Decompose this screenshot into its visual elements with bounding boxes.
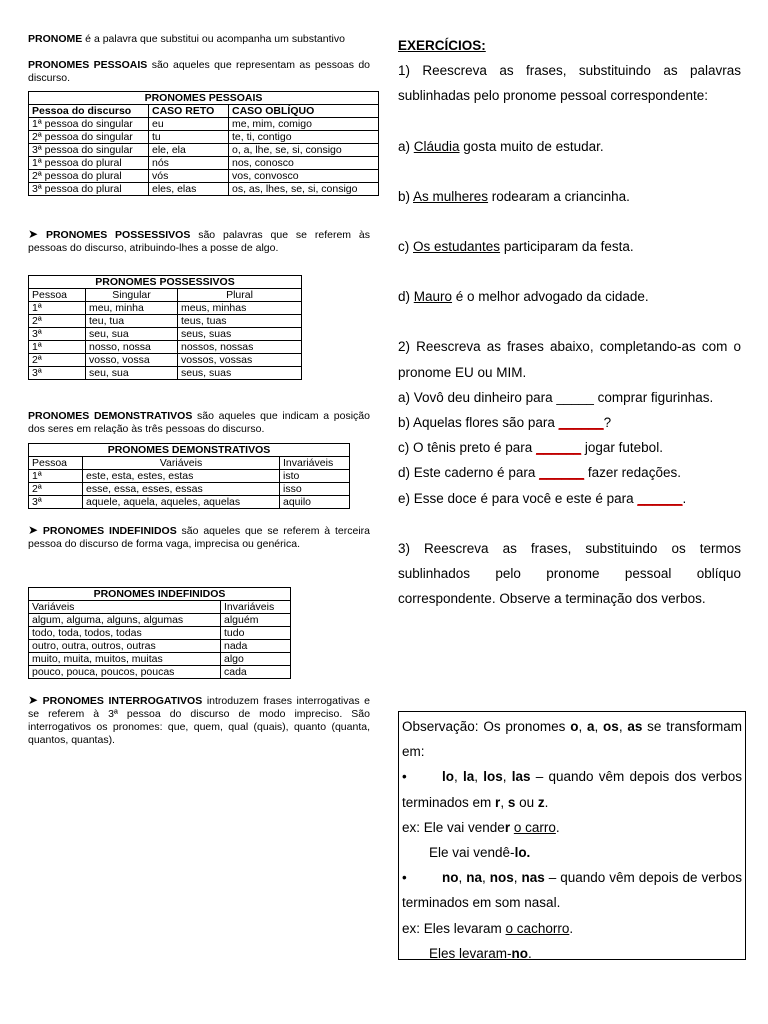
left-column: [28, 33, 370, 747]
intro-possessivos: ➤ PRONOMES POSSESSIVOS são palavras que se referem às pessoas do discurso, atribuindo-lhes a posse de algo.: [28, 227, 371, 254]
column-header: CASO OBLÍQUO: [229, 105, 379, 118]
arrow-icon: ➤: [28, 227, 39, 241]
table-row: 1ª meu, minha meus, minhas: [29, 302, 302, 315]
intro-demonstrativos: PRONOMES DEMONSTRATIVOS são aqueles que indicam a posição dos seres em relação às três pessoas do discurso.: [28, 410, 370, 435]
q1-item-a: a) Cláudia gosta muito de estudar.: [398, 138, 604, 154]
obs-example-2b: Eles levaram-no.: [429, 945, 532, 961]
intro-indefinidos: ➤ PRONOMES INDEFINIDOS são aqueles que se referem à terceira pessoa do discurso de forma vaga, imprecisa ou genérica.: [28, 523, 370, 550]
q2-item-c: c) O tênis preto é para ______ jogar futebol.: [398, 440, 663, 456]
table-row: 3ª seu, sua seus, suas: [29, 367, 302, 380]
table-row: 3ª pessoa do plural eles, elas os, as, lhes, se, si, consigo: [29, 183, 379, 196]
column-header: Variáveis: [83, 457, 280, 470]
column-header: Plural: [178, 289, 302, 302]
q2-item-a: a) Vovô deu dinheiro para _____ comprar figurinhas.: [398, 389, 714, 405]
arrow-icon: ➤: [28, 693, 39, 707]
table-row: todo, toda, todos, todas tudo: [29, 627, 291, 640]
obs-example-1: ex: Ele vai vender o carro.: [402, 819, 560, 835]
table-title: PRONOMES DEMONSTRATIVOS: [29, 444, 350, 457]
question-1: 1) Reescreva as frases, substituindo as palavras sublinhadas pelo pronome pessoal correspondente:: [398, 63, 741, 104]
q1-item-d: d) Mauro é o melhor advogado da cidade.: [398, 289, 649, 305]
question-3: 3) Reescreva as frases, substituindo os termos sublinhados pelo pronome pessoal oblíquo correspondente. Observe a terminação dos verbos.: [398, 540, 741, 607]
bullet-icon: •: [402, 870, 407, 886]
table-row: 2ª vosso, vossa vossos, vossas: [29, 354, 302, 367]
observation-box: [398, 711, 746, 960]
q2-item-b: b) Aquelas flores são para ______?: [398, 415, 612, 431]
table-row: 3ª pessoa do singular ele, ela o, a, lhe, se, si, consigo: [29, 144, 379, 157]
q2-item-d: d) Este caderno é para ______ fazer redações.: [398, 465, 681, 481]
column-header: Pessoa do discurso: [29, 105, 149, 118]
table-title: PRONOMES PESSOAIS: [29, 92, 379, 105]
column-header: Pessoa: [29, 289, 86, 302]
table-row: 3ª seu, sua seus, suas: [29, 328, 302, 341]
question-2: 2) Reescreva as frases abaixo, completando-as com o pronome EU ou MIM.: [398, 339, 741, 380]
demonstrativos-table: [28, 443, 350, 509]
column-header: Invariáveis: [221, 601, 291, 614]
table-title: PRONOMES POSSESSIVOS: [29, 276, 302, 289]
obs-bullet-1: • lo, la, los, las – quando vêm depois dos verbos terminados em r, s ou z.: [402, 764, 742, 814]
obs-intro: Observação: Os pronomes o, a, os, as se transformam em:: [402, 719, 742, 760]
table-row: 1ª este, esta, estes, estas isto: [29, 470, 350, 483]
table-row: outro, outra, outros, outras nada: [29, 640, 291, 653]
obs-bullet-2: • no, na, nos, nas – quando vêm depois de verbos terminados em som nasal.: [402, 865, 742, 915]
table-row: 2ª teu, tua teus, tuas: [29, 315, 302, 328]
exercises-heading: EXERCÍCIOS:: [398, 38, 486, 53]
obs-example-1b: Ele vai vendê-lo.: [429, 845, 531, 861]
pessoais-table: [28, 91, 379, 196]
table-row: pouco, pouca, poucos, poucas cada: [29, 666, 291, 679]
q1-item-c: c) Os estudantes participaram da festa.: [398, 239, 634, 255]
bullet-icon: •: [402, 769, 407, 785]
table-row: 1ª pessoa do plural nós nos, conosco: [29, 157, 379, 170]
column-header: Invariáveis: [280, 457, 350, 470]
table-row: 3ª aquele, aquela, aqueles, aquelas aquilo: [29, 496, 350, 509]
possessivos-table: [28, 275, 302, 380]
column-header: Variáveis: [29, 601, 221, 614]
right-column: [398, 33, 741, 611]
table-row: algum, alguma, alguns, algumas alguém: [29, 614, 291, 627]
intro-pronome: PRONOME é a palavra que substitui ou acompanha um substantivo: [28, 33, 345, 45]
table-row: 2ª esse, essa, esses, essas isso: [29, 483, 350, 496]
table-title: PRONOMES INDEFINIDOS: [29, 588, 291, 601]
table-row: 2ª pessoa do plural vós vos, convosco: [29, 170, 379, 183]
intro-interrogativos: ➤ PRONOMES INTERROGATIVOS introduzem frases interrogativas e se referem à 3ª pessoa do discurso de modo impreciso. São interrogativos os pronomes: que, quem, qual (quais), quanto (quanta, quantos, quantas).: [28, 693, 370, 746]
column-header: Pessoa: [29, 457, 83, 470]
q1-item-b: b) As mulheres rodearam a criancinha.: [398, 188, 630, 204]
table-row: muito, muita, muitos, muitas algo: [29, 653, 291, 666]
obs-example-2: ex: Eles levaram o cachorro.: [402, 920, 574, 936]
indefinidos-table: [28, 587, 291, 679]
table-row: 1ª nosso, nossa nossos, nossas: [29, 341, 302, 354]
q2-item-e: e) Esse doce é para você e este é para ______.: [398, 490, 687, 506]
column-header: Singular: [86, 289, 178, 302]
arrow-icon: ➤: [28, 523, 39, 537]
column-header: CASO RETO: [149, 105, 229, 118]
table-row: 1ª pessoa do singular eu me, mim, comigo: [29, 118, 379, 131]
table-row: 2ª pessoa do singular tu te, ti, contigo: [29, 131, 379, 144]
intro-pessoais: PRONOMES PESSOAIS são aqueles que representam as pessoas do discurso.: [28, 59, 370, 84]
